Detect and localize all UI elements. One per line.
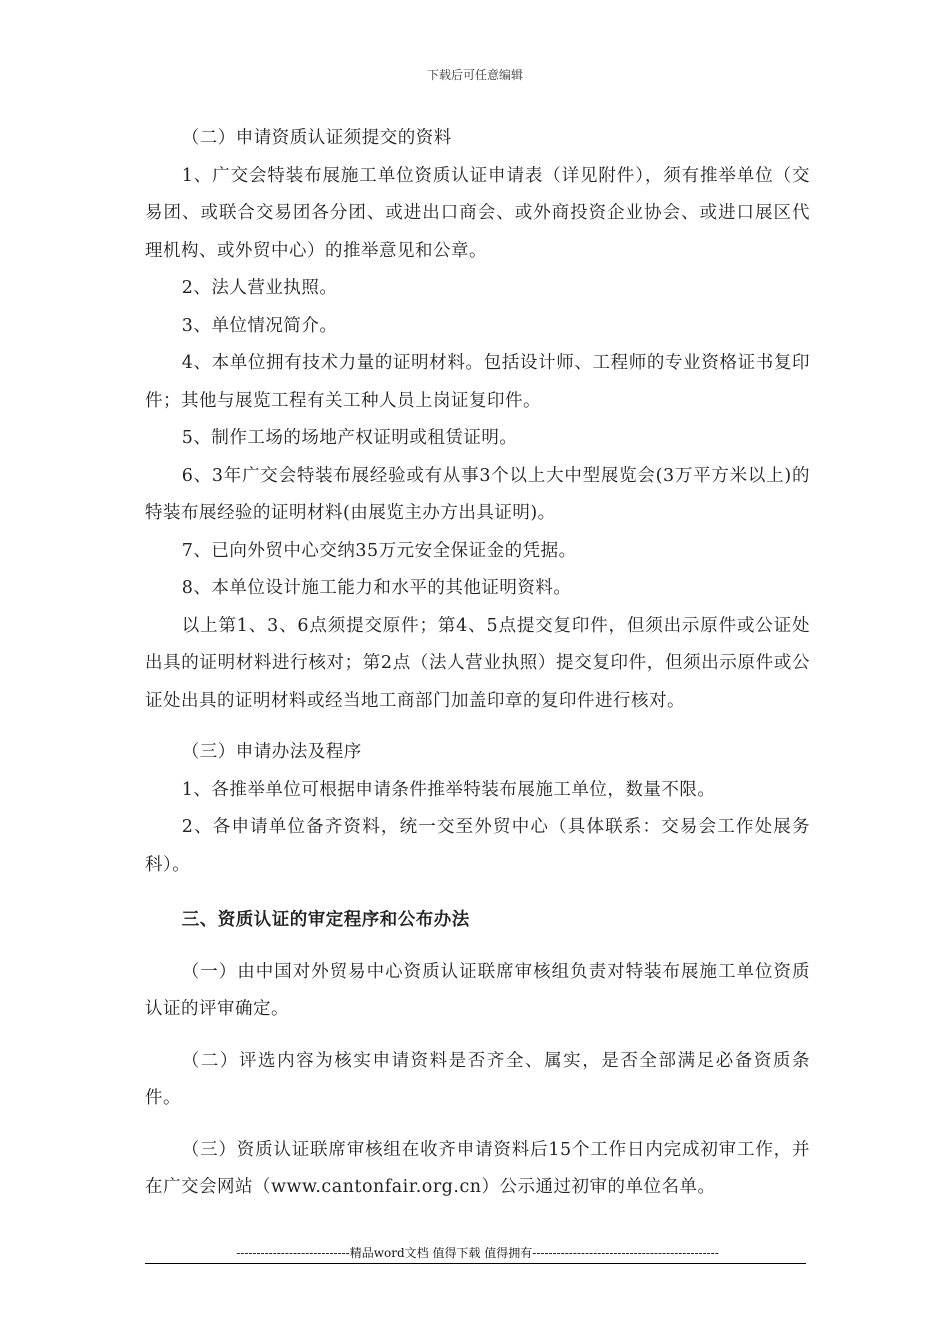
s2-item-4: 4、本单位拥有技术力量的证明材料。包括设计师、工程师的专业资格证书复印件；其他与展览工程有关工种人员上岗证复印件。	[145, 353, 810, 411]
review-paragraph-2: （二）评选内容为核实申请资料是否齐全、属实，是否全部满足必备资质条件。	[145, 1050, 810, 1108]
s2-item-2: 2、法人营业执照。	[181, 278, 338, 298]
footer-divider	[145, 1263, 806, 1264]
review-paragraph-1: （一）由中国对外贸易中心资质认证联席审核组负责对特装布展施工单位资质认证的评审确定。	[145, 961, 810, 1019]
s2-note: 以上第1、3、6点须提交原件；第4、5点提交复印件，但须出示原件或公证处出具的证明材料进行核对；第2点（法人营业执照）提交复印件，但须出示原件或公证处出具的证明材料或经当地工商部门加盖印章的复印件进行核对。	[145, 615, 810, 711]
review-paragraph-3: （三）资质认证联席审核组在收齐申请资料后15个工作日内完成初审工作，并在广交会网站（www.cantonfair.org.cn）公示通过初审的单位名单。	[145, 1139, 810, 1197]
page-footer: ----------------------------精品word文档 值得下载 值得拥有----------------------------------------------	[236, 1246, 719, 1260]
s2-item-8: 8、本单位设计施工能力和水平的其他证明资料。	[181, 578, 572, 598]
section-2-title: （二）申请资质认证须提交的资料	[181, 128, 452, 148]
s3-item-1: 1、各推举单位可根据申请条件推举特装布展施工单位，数量不限。	[181, 779, 716, 800]
s2-item-5: 5、制作工场的场地产权证明或租赁证明。	[181, 428, 518, 448]
s2-item-1: 1、广交会特装布展施工单位资质认证申请表（详见附件），须有推举单位（交易团、或联合交易团各分团、或进出口商会、或外商投资企业协会、或进口展区代理机构、或外贸中心）的推举意见和公章。	[145, 165, 810, 261]
s2-item-6: 6、3年广交会特装布展经验或有从事3个以上大中型展览会(3万平方米以上)的特装布展经验的证明材料(由展览主办方出具证明)。	[145, 465, 810, 523]
s3-item-2: 2、各申请单位备齐资料，统一交至外贸中心（具体联系：交易会工作处展务科）。	[145, 817, 810, 875]
page-header: 下载后可任意编辑	[426, 68, 523, 82]
section-3-title: （三）申请办法及程序	[181, 742, 362, 762]
document-body	[145, 120, 810, 1207]
s2-item-7: 7、已向外贸中心交纳35万元安全保证金的凭据。	[181, 540, 577, 561]
s2-item-3: 3、单位情况简介。	[181, 315, 338, 336]
main-heading: 三、资质认证的审定程序和公布办法	[181, 910, 470, 930]
